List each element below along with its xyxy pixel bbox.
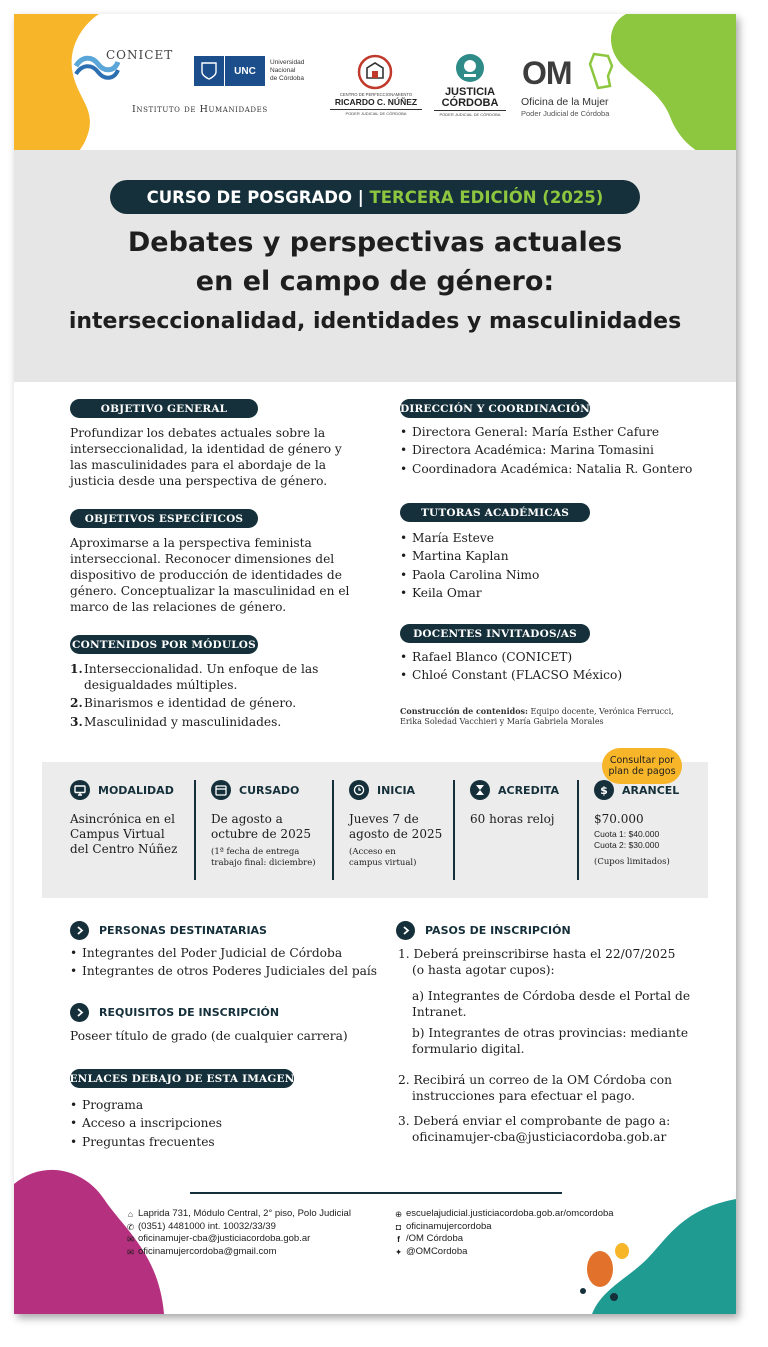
docentes-list	[400, 649, 720, 686]
om-logo: OM	[522, 55, 572, 91]
paso-2: 2. Recibirá un correo de la OM Córdoba con instrucciones para efectuar el pago.	[398, 1073, 672, 1103]
arancel-note: (Cupos limitados)	[594, 857, 670, 867]
list-item: • Chloé Constant (FLACSO México)	[400, 667, 720, 683]
chevron-right-icon	[396, 921, 415, 940]
list-item: 2. Binarismos e identidad de género.	[70, 696, 297, 711]
paso-1a: a) Integrantes de Córdoba desde el Portal de Intranet.	[412, 989, 691, 1019]
instituto-label: Instituto de Humanidades	[132, 104, 268, 115]
paso-1: 1. Deberá preinscribirse hasta el 22/07/2025 (o hasta agotar cupos):	[398, 947, 676, 977]
list-item: • Integrantes del Poder Judicial de Córdoba	[70, 945, 390, 961]
paso-3: 3. Deberá enviar el comprobante de pago a: oficinamujer-cba@justiciacordoba.gob.ar	[398, 1114, 671, 1144]
list-item: 1. Interseccionalidad. Un enfoque de las desigualdades múltiples.	[70, 662, 319, 692]
cursado-value: De agosto a octubre de 2025	[211, 812, 311, 841]
instagram-icon: ◘	[395, 1221, 402, 1232]
modalidad-value: Asincrónica en el Campus Virtual del Centro Núñez	[70, 812, 178, 856]
objetivos-especificos-header: OBJETIVOS ESPECÍFICOS	[70, 509, 258, 528]
divider	[577, 780, 579, 880]
footer-divider	[190, 1192, 562, 1194]
globe-icon: ⊕	[394, 1209, 403, 1219]
justicia-label-1: JUSTICIA	[444, 86, 496, 98]
unc-badge: UNC	[225, 56, 265, 86]
inicia-note: (Acceso en campus virtual)	[349, 847, 417, 868]
contenidos-list	[70, 661, 370, 732]
justicia-sub: PODER JUDICIAL DE CÓRDOBA	[434, 110, 506, 117]
list-item: • María Esteve	[400, 530, 720, 546]
destinatarias-header: PERSONAS DESTINATARIAS	[70, 920, 267, 940]
direccion-header: DIRECCIÓN Y COORDINACIÓN	[400, 399, 590, 418]
objetivo-general-text: Profundizar los debates actuales sobre la interseccionalidad, la identidad de género y las masculinidades para el abordaje de la justicia desde una perspectiva de género.	[70, 426, 342, 488]
main-title-line-2: en el campo de género:	[195, 266, 555, 297]
list-item: • Integrantes de otros Poderes Judiciales del país	[70, 963, 390, 979]
hourglass-icon	[470, 780, 490, 800]
mail-icon: ✉	[126, 1234, 135, 1245]
centro-nunez-logo-icon	[357, 54, 393, 90]
monitor-icon	[70, 780, 90, 800]
list-item: • Paola Carolina Nimo	[400, 567, 720, 583]
course-pill-left: CURSO DE POSGRADO |	[146, 187, 364, 207]
calendar-icon	[211, 780, 231, 800]
facebook-icon: f	[397, 1234, 400, 1245]
cursado-label: CURSADO	[239, 783, 300, 797]
paso-1b: b) Integrantes de otras provincias: mediante formulario digital.	[412, 1026, 689, 1056]
twitter-icon: ✦	[394, 1246, 403, 1257]
list-item: • Directora Académica: Marina Tomasini	[400, 442, 720, 458]
objetivos-especificos-text: Aproximarse a la perspectiva feminista interseccional. Reconocer dimensiones del dispositivo de producción de identidades de género. Conceptualizar la masculinidad en el marco de las relaciones de género.	[70, 536, 350, 614]
om-sub: Poder Judicial de Córdoba	[521, 109, 610, 118]
centro-small-label: CENTRO DE PERFECCIONAMIENTO	[339, 92, 413, 97]
unc-shield-icon	[194, 56, 224, 86]
list-item: • Directora General: María Esther Cafure	[400, 424, 720, 440]
chevron-right-icon	[70, 1003, 89, 1022]
enlace-programa[interactable]: • Programa	[70, 1097, 310, 1113]
cursado-column	[211, 780, 336, 884]
inicia-value: Jueves 7 de agosto de 2025	[349, 812, 443, 841]
footer-contact: ⌂ Laprida 731, Módulo Central, 2° piso, Polo Judicial ✆ (0351) 4481000 int. 10032/33/39 ✉ oficinamujer-cba@justiciacordoba.gob.ar ✉ oficinamujercordoba@gmail.com	[126, 1208, 351, 1257]
arancel-price: $70.000	[594, 812, 644, 826]
main-title-line-3: interseccionalidad, identidades y masculinidades	[68, 309, 682, 334]
list-item: • Rafael Blanco (CONICET)	[400, 649, 720, 665]
home-icon: ⌂	[127, 1209, 134, 1219]
acredita-column	[470, 780, 580, 884]
course-pill-right: TERCERA EDICIÓN (2025)	[369, 187, 604, 207]
requisitos-header: REQUISITOS DE INSCRIPCIÓN	[70, 1002, 279, 1022]
centro-name: RICARDO C. NÚÑEZ	[334, 97, 418, 107]
enlace-inscripciones[interactable]: • Acceso a inscripciones	[70, 1115, 310, 1131]
construccion-note: Construcción de contenidos: Equipo docente, Verónica Ferrucci, Erika Soledad Vacchieri y María Gabriela Morales	[400, 706, 674, 726]
objetivo-general-header: OBJETIVO GENERAL	[70, 399, 258, 418]
enlaces-header: ENLACES DEBAJO DE ESTA IMAGEN	[70, 1069, 294, 1088]
acredita-label: ACREDITA	[498, 783, 559, 797]
tutoras-list	[400, 530, 720, 604]
mail-icon: ✉	[126, 1246, 135, 1257]
om-name: Oficina de la Mujer	[521, 96, 609, 108]
contenidos-header: CONTENIDOS POR MÓDULOS	[70, 635, 258, 654]
course-pill	[110, 180, 640, 214]
list-item: 3. Masculinidad y masculinidades.	[70, 714, 282, 729]
arancel-column	[594, 780, 704, 884]
justicia-logo-icon	[454, 52, 486, 84]
modalidad-label: MODALIDAD	[98, 783, 174, 797]
inicia-column	[349, 780, 459, 884]
arancel-label: ARANCEL	[622, 783, 680, 797]
enlace-preguntas[interactable]: • Preguntas frecuentes	[70, 1134, 310, 1150]
direccion-list	[400, 424, 720, 479]
cursado-note: (1ª fecha de entrega trabajo final: diciembre)	[211, 847, 316, 868]
docentes-header: DOCENTES INVITADOS/AS	[400, 624, 590, 643]
consult-badge: Consultar por plan de pagos	[602, 748, 682, 784]
list-item: • Keila Omar	[400, 585, 720, 601]
divider	[332, 780, 334, 880]
unc-name: Universidad Nacional de Córdoba	[270, 59, 305, 82]
destinatarias-list	[70, 945, 390, 982]
dollar-icon: $	[594, 780, 614, 800]
divider	[194, 780, 196, 880]
header-logos	[14, 14, 736, 150]
modalidad-column	[70, 780, 188, 884]
arancel-cuotas: Cuota 1: $40.000 Cuota 2: $30.000	[594, 829, 660, 850]
tutoras-header: TUTORAS ACADÉMICAS	[400, 503, 590, 522]
om-cordoba-map-icon	[588, 52, 616, 90]
list-item: • Coordinadora Académica: Natalia R. Gontero	[400, 461, 720, 477]
poster	[14, 14, 736, 1314]
requisitos-text: Poseer título de grado (de cualquier carrera)	[70, 1029, 348, 1043]
pasos-header: PASOS DE INSCRIPCIÓN	[396, 920, 571, 940]
chevron-right-icon	[70, 921, 89, 940]
main-title-line-1: Debates y perspectivas actuales	[127, 227, 623, 258]
acredita-value: 60 horas reloj	[470, 812, 555, 826]
divider	[453, 780, 455, 880]
inicia-label: INICIA	[377, 783, 416, 797]
conicet-label: CONICET	[106, 48, 174, 62]
phone-icon: ✆	[126, 1221, 135, 1232]
enlaces-list	[70, 1097, 310, 1152]
list-item: • Martina Kaplan	[400, 548, 720, 564]
footer-social: ⊕ escuelajudicial.justiciacordoba.gob.ar/omcordoba ◘ oficinamujercordoba f /OM Córdoba ✦ @OMCordoba	[394, 1208, 614, 1257]
clock-icon	[349, 780, 369, 800]
centro-sub: PODER JUDICIAL DE CÓRDOBA	[330, 109, 422, 116]
justicia-label-2: CÓRDOBA	[441, 97, 499, 109]
